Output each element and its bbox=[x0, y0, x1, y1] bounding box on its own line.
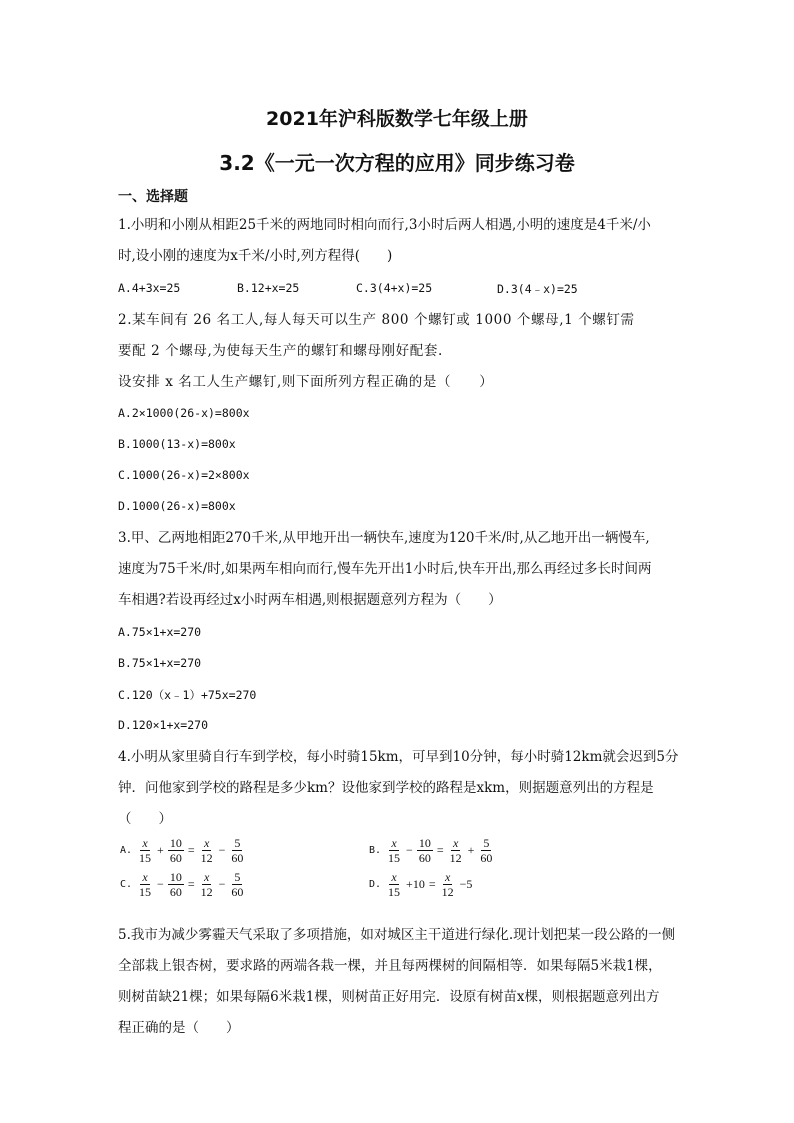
denominator: 15 bbox=[388, 885, 401, 899]
q4-text-line2: 钟．问他家到学校的路程是多少km？设他家到学校的路程是xkm，则据题意列出的方程是 bbox=[118, 780, 654, 796]
denominator: 60 bbox=[231, 885, 244, 899]
q1-option-a: A.4+3x=25 bbox=[118, 281, 181, 295]
operator: + bbox=[157, 843, 164, 857]
section-heading: 一、选择题 bbox=[118, 189, 188, 205]
fraction bbox=[229, 870, 245, 899]
q3-option-a: A.75×1+x=270 bbox=[118, 625, 202, 639]
numerator: x bbox=[391, 836, 397, 850]
denominator: 12 bbox=[200, 885, 213, 899]
operator: +10 bbox=[406, 877, 425, 891]
q4-option-b bbox=[369, 836, 496, 865]
fraction bbox=[417, 836, 433, 865]
fraction bbox=[386, 836, 402, 865]
numerator: 5 bbox=[234, 870, 241, 884]
q1-option-b: B.12+x=25 bbox=[237, 281, 300, 295]
fraction bbox=[386, 870, 402, 899]
q4-option-a bbox=[120, 836, 247, 865]
q5-text-line3: 则树苗缺21棵；如果每隔6米栽1棵，则树苗正好用完．设原有树苗x棵，则根据题意列出方 bbox=[118, 989, 660, 1005]
numerator: 5 bbox=[483, 836, 490, 850]
fraction bbox=[137, 870, 153, 899]
equals-sign: = bbox=[187, 843, 195, 857]
equals-sign: = bbox=[428, 877, 436, 891]
fraction bbox=[440, 870, 456, 899]
q3-option-d: D.120×1+x=270 bbox=[118, 718, 209, 732]
numerator: x bbox=[452, 836, 459, 850]
denominator: 60 bbox=[480, 851, 493, 865]
q2-option-d: D.1000(26-x)=800x bbox=[118, 499, 236, 513]
q3-text-line2: 速度为75千米/时,如果两车相向而行,慢车先开出1小时后,快车开出,那么再经过多长时间两 bbox=[118, 561, 652, 577]
denominator: 15 bbox=[139, 851, 152, 865]
denominator: 60 bbox=[418, 851, 431, 865]
fraction bbox=[478, 836, 494, 865]
q4-text-line1: 4.小明从家里骑自行车到学校，每小时骑15km，可早到10分钟，每小时骑12km就会迟到5分 bbox=[118, 749, 679, 765]
numerator: 10 bbox=[169, 870, 182, 884]
q5-text-line4: 程正确的是（ ） bbox=[118, 1020, 240, 1036]
q3-option-b: B.75×1+x=270 bbox=[118, 656, 202, 670]
equals-sign: = bbox=[187, 877, 195, 891]
q1-text-line1: 1.小明和小刚从相距25千米的两地同时相向而行,3小时后两人相遇,小明的速度是4千米/小 bbox=[118, 217, 651, 233]
q3-option-c: C.120（x﹣1）+75x=270 bbox=[118, 688, 257, 702]
worksheet-subtitle: 3.2《一元一次方程的应用》同步练习卷 bbox=[219, 151, 575, 175]
q4-text-line3: （ ） bbox=[118, 811, 172, 827]
q4-option-c bbox=[120, 870, 247, 899]
q2-text-line2: 要配 2 个螺母,为使每天生产的螺钉和螺母刚好配套. bbox=[118, 343, 443, 359]
fraction bbox=[199, 836, 215, 865]
option-label: A. bbox=[120, 845, 133, 856]
option-label: D. bbox=[369, 879, 382, 890]
fraction bbox=[448, 836, 464, 865]
fraction bbox=[199, 870, 215, 899]
numerator: 10 bbox=[169, 836, 182, 850]
denominator: 60 bbox=[231, 851, 244, 865]
operator: − bbox=[406, 843, 413, 857]
numerator: x bbox=[391, 870, 397, 884]
denominator: 12 bbox=[449, 851, 462, 865]
denominator: 60 bbox=[169, 885, 182, 899]
denominator: 12 bbox=[200, 851, 213, 865]
option-label: B. bbox=[369, 845, 382, 856]
numerator: x bbox=[142, 870, 148, 884]
fraction bbox=[229, 836, 245, 865]
q5-text-line2: 全部栽上银杏树，要求路的两端各栽一棵，并且每两棵树的间隔相等．如果每隔5米栽1棵， bbox=[118, 958, 662, 974]
q3-text-line3: 车相遇?若设再经过x小时两车相遇,则根据题意列方程为（ ） bbox=[118, 592, 502, 608]
operator: − bbox=[218, 843, 226, 857]
equals-sign: = bbox=[436, 843, 444, 857]
q1-option-c: C.3(4+x)=25 bbox=[356, 281, 433, 295]
q2-option-b: B.1000(13-x)=800x bbox=[118, 437, 236, 451]
operator: − bbox=[157, 877, 164, 891]
operator: −5 bbox=[459, 877, 473, 891]
numerator: x bbox=[203, 836, 210, 850]
q4-option-d bbox=[369, 870, 474, 899]
operator: − bbox=[218, 877, 226, 891]
denominator: 15 bbox=[388, 851, 401, 865]
q2-option-a: A.2×1000(26-x)=800x bbox=[118, 406, 250, 420]
denominator: 15 bbox=[139, 885, 152, 899]
numerator: 10 bbox=[418, 836, 431, 850]
q2-text-line3: 设安排 x 名工人生产螺钉,则下面所列方程正确的是（ ） bbox=[118, 374, 494, 390]
fraction bbox=[168, 836, 184, 865]
q1-text-line2: 时,设小刚的速度为x千米/小时,列方程得( ) bbox=[118, 248, 393, 264]
numerator: 5 bbox=[234, 836, 241, 850]
fraction bbox=[137, 836, 153, 865]
numerator: x bbox=[444, 870, 451, 884]
fraction bbox=[168, 870, 184, 899]
numerator: x bbox=[142, 836, 148, 850]
operator: + bbox=[467, 843, 475, 857]
q2-option-c: C.1000(26-x)=2×800x bbox=[118, 468, 250, 482]
q3-text-line1: 3.甲、乙两地相距270千米,从甲地开出一辆快车,速度为120千米/时,从乙地开出一辆慢车, bbox=[118, 530, 650, 546]
option-label: C. bbox=[120, 879, 133, 890]
worksheet-title: 2021年沪科版数学七年级上册 bbox=[266, 108, 528, 130]
denominator: 12 bbox=[441, 885, 454, 899]
q2-text-line1: 2.某车间有 26 名工人,每人每天可以生产 800 个螺钉或 1000 个螺母,1 个螺钉需 bbox=[118, 312, 635, 328]
numerator: x bbox=[203, 870, 210, 884]
denominator: 60 bbox=[169, 851, 182, 865]
q5-text-line1: 5.我市为减少雾霾天气采取了多项措施，如对城区主干道进行绿化.现计划把某一段公路的一侧 bbox=[118, 927, 676, 943]
q1-option-d: D.3(4﹣x)=25 bbox=[497, 282, 578, 296]
